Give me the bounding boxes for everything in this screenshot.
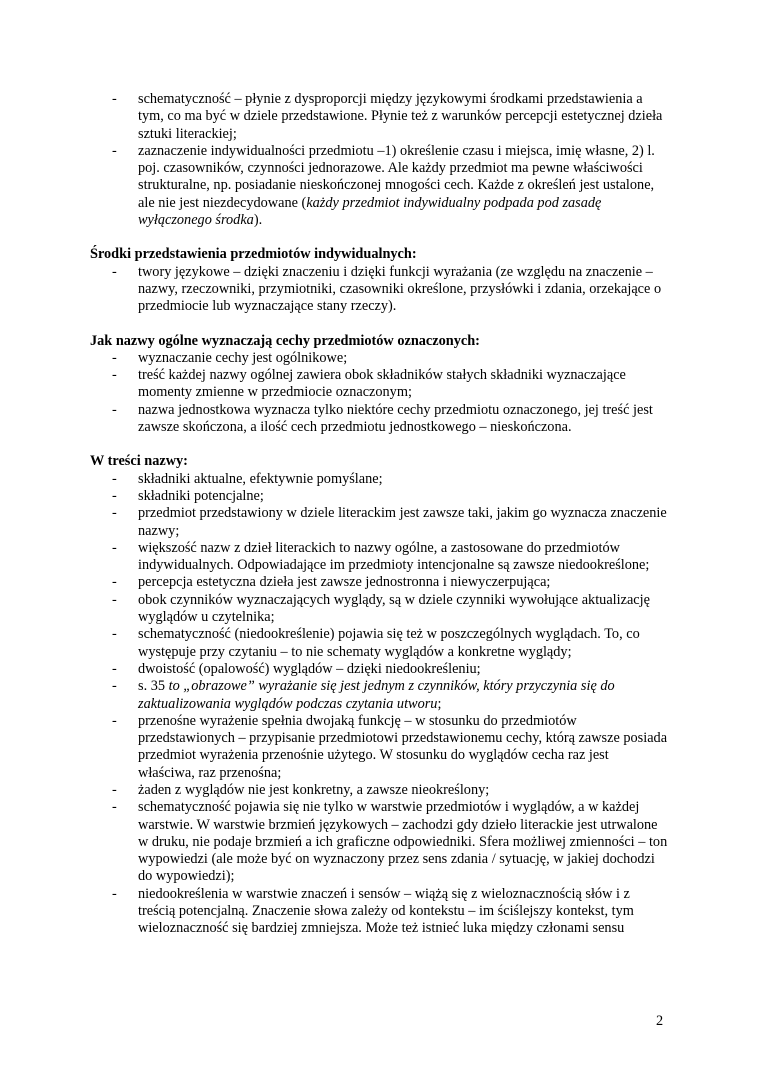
- list-item: - składniki aktualne, efektywnie pomyślane;: [138, 471, 668, 488]
- list-item: - schematyczność (niedookreślenie) pojawia się też w poszczególnych wyglądach. To, co występuje przy czytaniu – to nie schematy wyglądów a konkretne wyglądy;: [138, 626, 668, 661]
- list-item: - żaden z wyglądów nie jest konkretny, a zawsze nieokreślony;: [138, 782, 668, 799]
- section-heading: Środki przedstawienia przedmiotów indywidualnych:: [90, 246, 417, 263]
- list-item: - nazwa jednostkowa wyznacza tylko niektóre cechy przedmiotu oznaczonego, jej treść jest zawsze skończona, a ilość cech przedmiotu jednostkowego – nieskończona.: [138, 402, 668, 437]
- italic-phrase: to „obrazowe” wyrażanie się jest jednym z czynników, który przyczynia się do zaktualizowania wyglądów podczas czytania utworu: [138, 678, 615, 712]
- list-item: - s. 35 to „obrazowe” wyrażanie się jest jednym z czynników, który przyczynia się do zaktualizowania wyglądów podczas czytania utworu;: [138, 678, 668, 713]
- section-nazwy-ogolne: [90, 332, 668, 437]
- list-item: - większość nazw z dzieł literackich to nazwy ogólne, a zastosowane do przedmiotów indywidualnych. Odpowiadające im przedmioty intencjonalne są zawsze niedookreślone;: [138, 540, 668, 575]
- section-tresc-nazwy: [90, 453, 668, 937]
- section-list: [112, 471, 668, 938]
- list-item: - niedookreślenia w warstwie znaczeń i sensów – wiążą się z wieloznacznością słów i z treścią potencjalną. Znaczenie słowa zależy od kontekstu – im ściślejszy kontekst, tym wieloznaczność się bardziej zmniejsza. Może też istnieć luka między członami sensu: [138, 886, 668, 938]
- page-number: 2: [656, 1013, 664, 1029]
- list-item: - treść każdej nazwy ogólnej zawiera obok składników stałych składniki wyznaczające momenty zmienne w przedmiocie oznaczonym;: [138, 367, 668, 402]
- list-item: - zaznaczenie indywidualności przedmiotu –1) określenie czasu i miejsca, imię własne, 2) l. poj. czasowników, czynności jednorazowe. Ale każdy przedmiot ma pewne właściwości strukturalne, np. posiadanie nieskończonej mnogości cech. Każde z określeń jest ustalone, ale nie jest niezdecydowane (każdy przedmiot indywidualny podpada pod zasadę wyłączonego środka).: [138, 143, 668, 229]
- italic-phrase: każdy przedmiot indywidualny podpada pod zasadę wyłączonego środka: [138, 194, 602, 229]
- section-list: [112, 264, 668, 316]
- list-item: - schematyczność pojawia się nie tylko w warstwie przedmiotów i wyglądów, a w każdej warstwie. W warstwie brzmień językowych – zachodzi gdy dzieło literackie jest utrwalone w druku, nie podaje brzmień a ich graficzne odpowiedniki. Sfera możliwej zmienności – ton wypowiedzi (ale może być on wyznaczony przez sens zdania / sytuację, w jakiej dochodzi do wypowiedzi);: [138, 799, 668, 885]
- list-item: - twory językowe – dzięki znaczeniu i dzięki funkcji wyrażania (ze względu na znaczenie – nazwy, rzeczowniki, przymiotniki, czasowniki określone, przysłówki i zdania, orzekające o przedmiocie lub wyznaczające stany rzeczy).: [138, 264, 668, 316]
- list-item: - dwoistość (opalowość) wyglądów – dzięki niedookreśleniu;: [138, 661, 668, 678]
- section-list: [112, 350, 668, 436]
- section-srodki: [90, 246, 668, 315]
- list-item: - schematyczność – płynie z dysproporcji między językowymi środkami przedstawienia a tym, co ma być w dziele przedstawione. Płynie też z warunków percepcji estetycznej dzieła sztuki literackiej;: [138, 91, 668, 143]
- list-item: - wyznaczanie cechy jest ogólnikowe;: [138, 350, 668, 367]
- list-item: - przenośne wyrażenie spełnia dwojaką funkcję – w stosunku do przedmiotów przedstawionych – przypisanie przedmiotowi przedstawionemu cechy, którą zawsze posiada przedmiot wyrażenia przenośnie użytego. W stosunku do wyglądów cecha raz jest właściwa, raz przenośna;: [138, 713, 668, 782]
- list-item: - percepcja estetyczna dzieła jest zawsze jednostronna i niewyczerpująca;: [138, 574, 668, 591]
- section-heading: W treści nazwy:: [90, 453, 188, 470]
- intro-list: [112, 91, 668, 229]
- section-heading: Jak nazwy ogólne wyznaczają cechy przedmiotów oznaczonych:: [90, 332, 480, 349]
- list-item: - składniki potencjalne;: [138, 488, 668, 505]
- list-item: - obok czynników wyznaczających wyglądy, są w dziele czynniki wywołujące aktualizację wyglądów u czytelnika;: [138, 592, 668, 627]
- list-item: - przedmiot przedstawiony w dziele literackim jest zawsze taki, jakim go wyznacza znaczenie nazwy;: [138, 505, 668, 540]
